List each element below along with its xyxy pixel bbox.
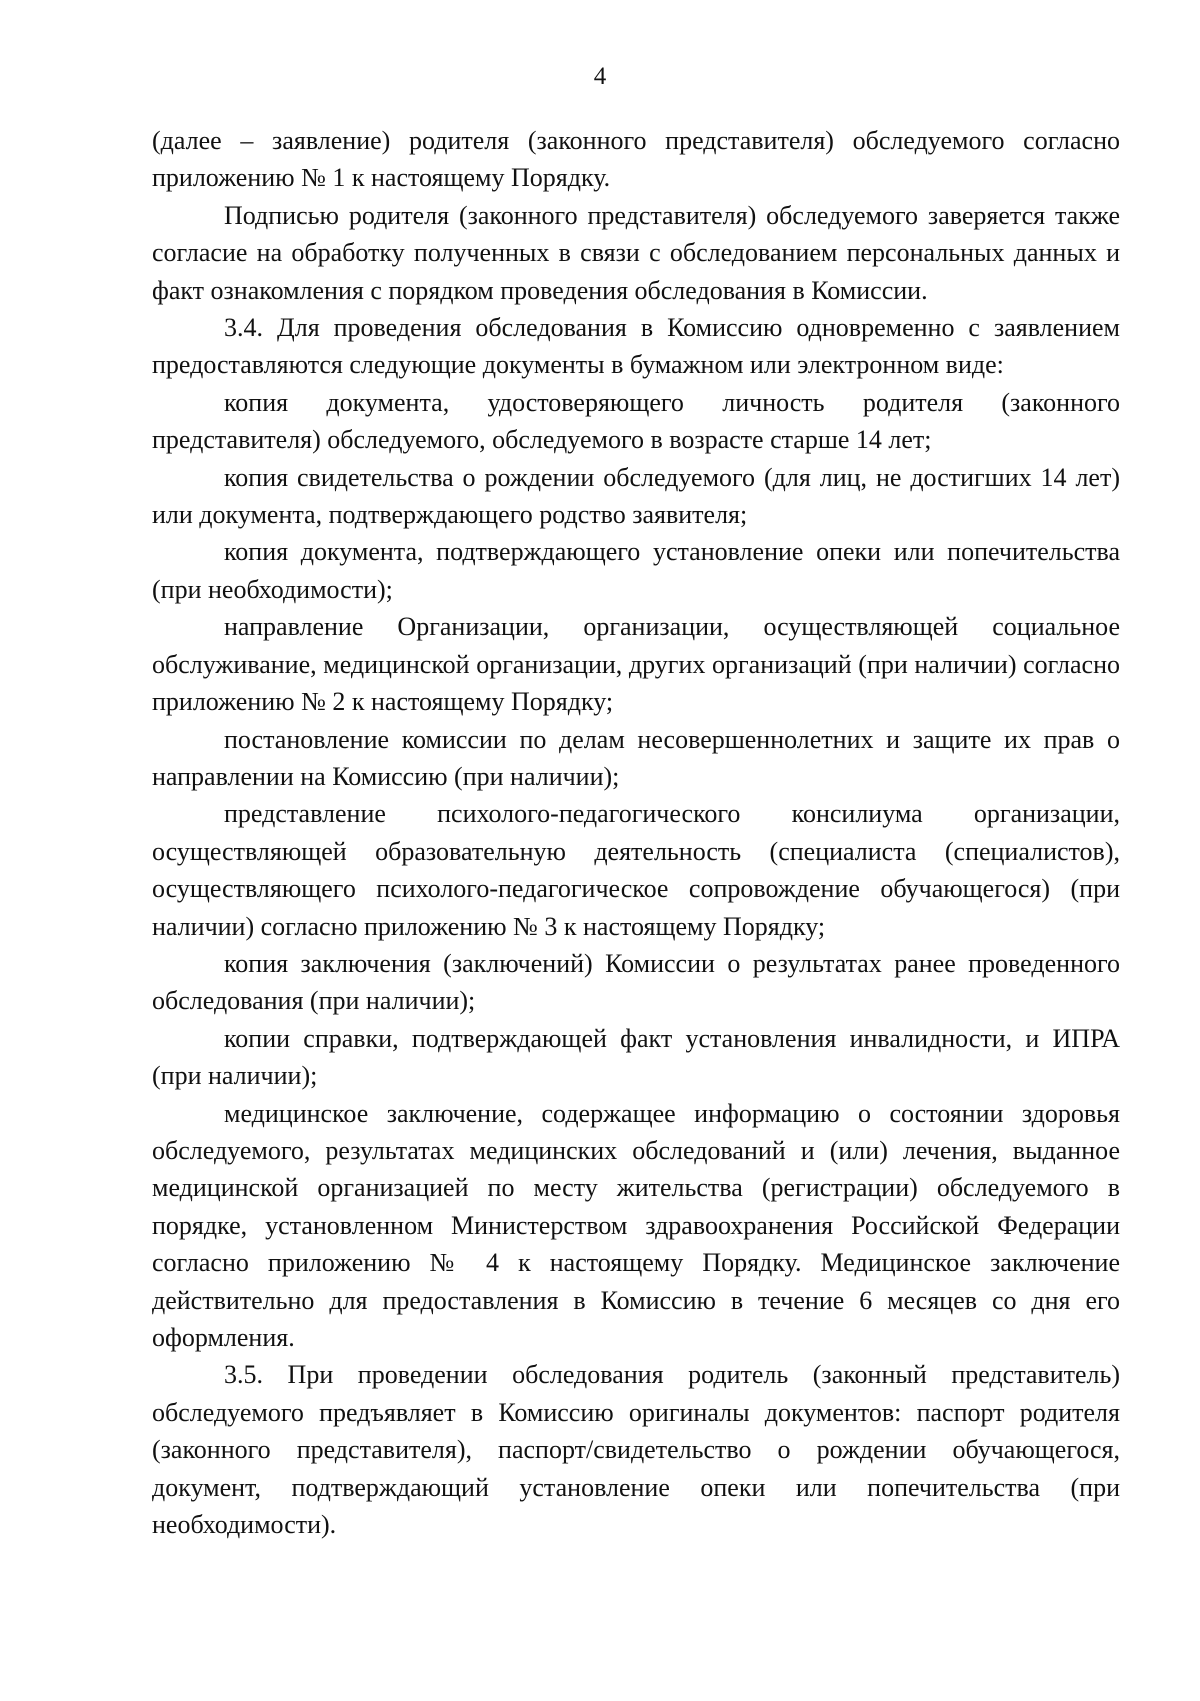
paragraph-section-3-5: 3.5. При проведении обследования родитель (законный представитель) обследуемого предъявляет в Комиссию оригиналы документов: паспорт родителя (законного представителя), паспорт/свидетельство о рождении обучающегося, документ, подтверждающий установление опеки или попечительства (при необходимости). <box>152 1360 1120 1540</box>
list-item-birth-certificate: копия свидетельства о рождении обследуемого (для лиц, не достигших 14 лет) или документа, подтверждающего родство заявителя; <box>152 462 1120 530</box>
document-body <box>152 122 1120 1543</box>
page-number: 4 <box>593 63 607 90</box>
list-item-disability-certificate: копии справки, подтверждающей факт установления инвалидности, и ИПРА (при наличии); <box>152 1023 1120 1091</box>
paragraph-section-3-4: 3.4. Для проведения обследования в Комиссию одновременно с заявлением предоставляются следующие документы в бумажном или электронном виде: <box>152 313 1120 380</box>
list-item-previous-conclusion: копия заключения (заключений) Комиссии о результатах ранее проведенного обследования (при наличии); <box>152 948 1120 1016</box>
list-item-medical-conclusion: медицинское заключение, содержащее информацию о состоянии здоровья обследуемого, результатах медицинских обследований и (или) лечения, выданное медицинской организацией по месту жительства (регистрации) обследуемого в порядке, установленном Министерством здравоохранения Российской Федерации согласно приложению № 4 к настоящему Порядку. Медицинское заключение действительно для предоставления в Комиссию в течение 6 месяцев со дня его оформления. <box>152 1098 1120 1352</box>
list-item-consilium-presentation: представление психолого-педагогического консилиума организации, осуществляющей образовательную деятельность (специалиста (специалистов), осуществляющего психолого-педагогическое сопровождение обучающегося) (при наличии) согласно приложению № 3 к настоящему Порядку; <box>152 799 1120 941</box>
list-item-identity-document: копия документа, удостоверяющего личность родителя (законного представителя) обследуемого, обследуемого в возрасте старше 14 лет; <box>152 387 1120 455</box>
paragraph-application-reference: (далее – заявление) родителя (законного представителя) обследуемого согласно приложению № 1 к настоящему Порядку. <box>152 126 1120 193</box>
list-item-organization-referral: направление Организации, организации, осуществляющей социальное обслуживание, медицинской организации, других организаций (при наличии) согласно приложению № 2 к настоящему Порядку; <box>152 612 1120 717</box>
list-item-minors-commission-resolution: постановление комиссии по делам несовершеннолетних и защите их прав о направлении на Комиссию (при наличии); <box>152 724 1120 791</box>
list-item-guardianship-document: копия документа, подтверждающего установление опеки или попечительства (при необходимости); <box>152 537 1120 604</box>
paragraph-consent-signature: Подписью родителя (законного представителя) обследуемого заверяется также согласие на обработку полученных в связи с обследованием персональных данных и факт ознакомления с порядком проведения обследования в Комиссии. <box>152 200 1120 305</box>
